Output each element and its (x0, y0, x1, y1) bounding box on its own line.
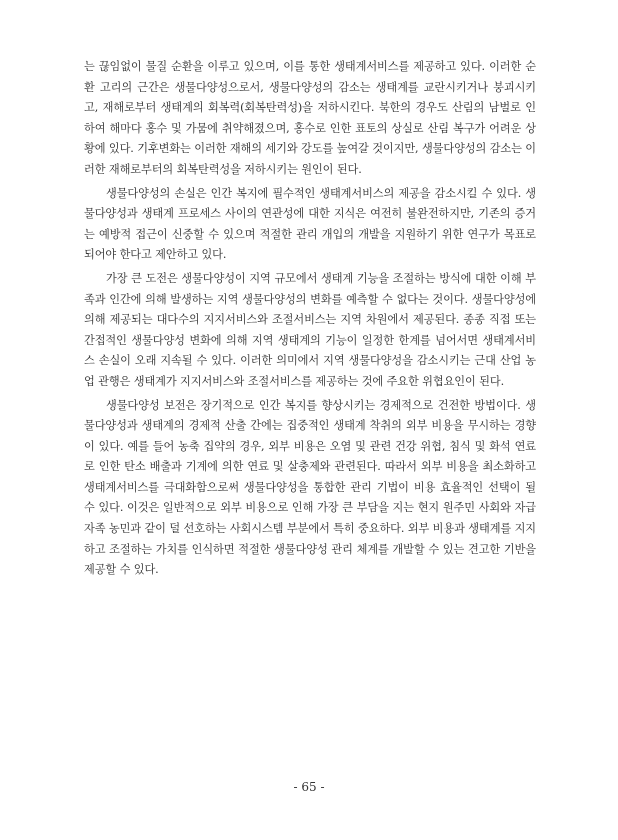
paragraph: 생물다양성 보전은 장기적으로 인간 복지를 향상시키는 경제적으로 건전한 방법이다. 생물다양성과 생태계의 경제적 산출 간에는 집중적인 생태계 착취의 외부 비용을 무시하는 경향이 있다. 예를 들어 농축 집약의 경우, 외부 비용은 오염 및 관련 건강 위협, 침식 및 화석 연료로 인한 탄소 배출과 기계에 의한 연료 및 살충제와 관련된다. 따라서 외부 비용을 최소화하고 생태계서비스를 극대화함으로써 생물다양성을 통합한 관리 기법이 비용 효율적인 선택이 될 수 있다. 이것은 일반적으로 외부 비용으로 인해 가장 큰 부담을 지는 현지 원주민 사회와 자급자족 농민과 같이 덜 선호하는 사회시스템 부분에서 특히 중요하다. 외부 비용과 생태계를 지지하고 조절하는 가치를 인식하면 적절한 생물다양성 관리 체계를 개발할 수 있는 견고한 기반을 제공할 수 있다. (84, 398, 536, 577)
paragraph: 생물다양성의 손실은 인간 복지에 필수적인 생태계서비스의 제공을 감소시킬 수 있다. 생물다양성과 생태계 프로세스 사이의 연관성에 대한 지식은 여전히 불완전하지만, 기존의 증거는 예방적 접근이 신중할 수 있으며 적절한 관리 개입의 개발을 지원하기 위한 연구가 목표로 되어야 한다고 제안하고 있다. (84, 186, 536, 262)
page-number: - 65 - (293, 780, 325, 794)
document-body (84, 57, 536, 584)
paragraph: 가장 큰 도전은 생물다양성이 지역 규모에서 생태계 기능을 조절하는 방식에 대한 이해 부족과 인간에 의해 발생하는 지역 생물다양성의 변화를 예측할 수 없다는 것이다. 생물다양성에 의해 제공되는 대다수의 지지서비스와 조절서비스는 지역 차원에서 제공된다. 종종 직접 또는 간접적인 생물다양성 변화에 의해 지역 생태계의 기능이 일정한 한계를 넘어서면 생태계서비스 손실이 오래 지속될 수 있다. 이러한 의미에서 지역 생물다양성을 감소시키는 근대 산업 농업 관행은 생태계가 지지서비스와 조절서비스를 제공하는 것에 주요한 위협요인이 된다. (84, 271, 536, 388)
paragraph-continued: 는 끊임없이 물질 순환을 이루고 있으며, 이를 통한 생태계서비스를 제공하고 있다. 이러한 순환 고리의 근간은 생물다양성으로서, 생물다양성의 감소는 생태계를 교란시키거나 붕괴시키고, 재해로부터 생태계의 회복력(회복탄력성)을 저하시킨다. 북한의 경우도 산림의 남벌로 인하여 해마다 홍수 및 가뭄에 취약해졌으며, 홍수로 인한 표토의 상실로 산림 복구가 어려운 상황에 있다. 기후변화는 이러한 재해의 세기와 강도를 높여갈 것이지만, 생물다양성의 감소는 이러한 재해로부터의 회복탄력성을 저하시키는 원인이 된다. (84, 60, 536, 176)
